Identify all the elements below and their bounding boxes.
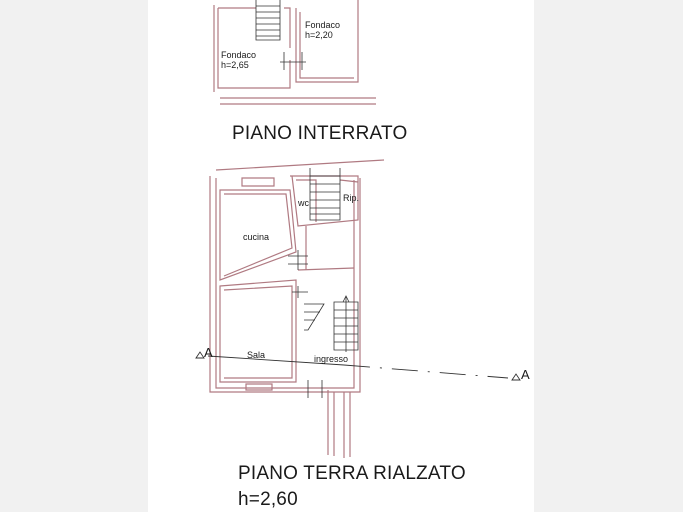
ground-floor-door-marks	[288, 250, 322, 398]
room-fondaco-right-height: h=2,20	[305, 30, 333, 40]
section-marker-left: A	[204, 345, 213, 360]
room-wc-label: wc	[298, 198, 309, 208]
room-fondaco-right-name: Fondaco	[305, 20, 341, 30]
room-sala-label: Sala	[247, 350, 266, 360]
room-fondaco-left-name: Fondaco	[221, 50, 257, 60]
ground-floor-height: h=2,60	[238, 489, 298, 510]
section-marker-right: A	[521, 367, 530, 382]
basement-door-marks	[280, 52, 306, 70]
room-rip-label: Rip.	[343, 193, 360, 203]
floor-plan-drawing	[148, 0, 534, 512]
room-ingresso-label: ingresso	[314, 354, 349, 364]
basement-title: PIANO INTERRATO	[232, 123, 408, 144]
drawing-sheet	[148, 0, 534, 512]
room-fondaco-left-height: h=2,65	[221, 60, 249, 70]
basement-stairs	[256, 0, 280, 40]
room-cucina-label: cucina	[243, 232, 270, 242]
section-line	[196, 352, 520, 380]
ground-floor-title: PIANO TERRA RIALZATO	[238, 463, 466, 484]
